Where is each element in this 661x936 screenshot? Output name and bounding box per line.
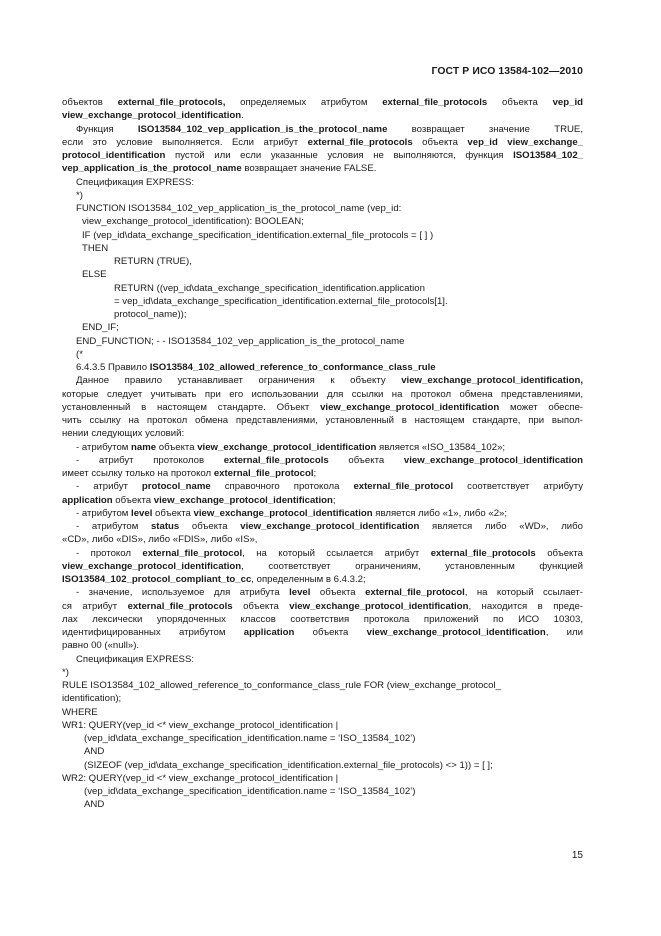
para3-line4: чить ссылку на протокол обмена представлениями, установленный в настоящем стандарте, при выпол- [62, 415, 583, 426]
code1-line: END_IF; [82, 322, 119, 334]
code1-line: ELSE [82, 269, 107, 281]
code1-line: = vep_id\data_exchange_specification_identification.external_file_protocols[1]. [114, 295, 448, 307]
condition-name: - атрибутом name объекта view_exchange_protocol_identification является «ISO_13584_102»; [76, 441, 506, 453]
code1-line: RETURN ((vep_id\data_exchange_specification_identification.application [114, 282, 425, 294]
code1-line: *) [76, 189, 83, 201]
spec-label-2: Спецификация EXPRESS: [76, 653, 195, 665]
code2-line: WHERE [62, 706, 98, 718]
section-heading: 6.4.3.5 Правило ISO13584_102_allowed_reference_to_conformance_class_rule [76, 362, 436, 373]
condition-level-value-c: лах лексически упорядоченных классов соответствия протокола приложений по ИСО 10303, [62, 613, 583, 625]
condition-level-value-a: - значение, используемое для атрибута level объекта external_file_protocol, на который ссылает- [76, 587, 584, 599]
condition-protocols-b: имеет ссылку только на протокол external_file_protocol; [62, 468, 317, 479]
condition-level-value-b: ся атрибут external_file_protocols объекта view_exchange_protocol_identification, находится в преде- [62, 600, 583, 612]
condition-protocol-name-a: - атрибут protocol_name справочного протокола external_file_protocol соответствует атрибуту [76, 481, 583, 493]
condition-external-protocol-b: view_exchange_protocol_identification, соответствует ограничениям, установленным функцией [62, 560, 583, 572]
standard-header: ГОСТ Р ИСО 13584-102—2010 [431, 66, 583, 77]
condition-external-protocol-a: - протокол external_file_protocol, на который ссылается атрибут external_file_protocols объекта [76, 547, 583, 559]
para3-line2: которые следует учитывать при его использовании для ссылки на протокол обмена представлениями, [62, 388, 583, 400]
code1-line: protocol_name)); [114, 309, 187, 320]
para1-line1: объектов external_file_protocols, определяемых атрибутом external_file_protocols объекта vep_id [62, 97, 583, 108]
code2-line: AND [84, 799, 105, 811]
condition-level-value-d: идентифицированных атрибутом application объекта view_exchange_protocol_identification, или [62, 627, 584, 638]
para2-line3: protocol_identification пустой или если указанные условия не выполняются, функция ISO13584_102_ [62, 150, 583, 161]
condition-status-a: - атрибутом status объекта view_exchange_protocol_identification является либо «WD», либо [76, 521, 583, 532]
code1-line: END_FUNCTION; - - ISO13584_102_vep_application_is_the_protocol_name [76, 335, 405, 347]
code2-line: *) [62, 666, 69, 678]
page-number: 15 [571, 850, 583, 861]
condition-level-value-e: равно 00 («null»). [62, 640, 140, 652]
code1-line: THEN [82, 242, 109, 254]
code2-line: (vep_id\data_exchange_specification_identification.name = ‘ISO_13584_102’) [84, 786, 416, 797]
condition-protocols-a: - атрибут протоколов external_file_protocols объекта view_exchange_protocol_identification [76, 454, 583, 466]
spec-label-1: Спецификация EXPRESS: [76, 176, 195, 188]
condition-level: - атрибутом level объекта view_exchange_protocol_identification является либо «1», либо «2»; [76, 507, 508, 519]
document-body [62, 96, 583, 812]
condition-external-protocol-c: ISO13584_102_protocol_compliant_to_cc, определенным в 6.4.3.2; [62, 574, 366, 585]
condition-protocol-name-b: application объекта view_exchange_protocol_identification; [62, 494, 336, 506]
code2-line: RULE ISO13584_102_allowed_reference_to_conformance_class_rule FOR (view_exchange_protocol_ [62, 680, 501, 691]
code2-line: (SIZEOF (vep_id\data_exchange_specification_identification.external_file_protocols) <> 1)) = [ ]; [84, 759, 493, 771]
code1-line: IF (vep_id\data_exchange_specification_identification.external_file_protocols = [ ] ) [82, 229, 434, 241]
code2-line: WR1: QUERY(vep_id <* view_exchange_protocol_identification | [62, 719, 339, 731]
para1-line2: view_exchange_protocol_identification. [62, 110, 244, 122]
para2-line1: Функция ISO13584_102_vep_application_is_the_protocol_name возвращает значение TRUE, [76, 123, 583, 135]
code2-line: (vep_id\data_exchange_specification_identification.name = ‘ISO_13584_102’) [84, 733, 416, 744]
condition-status-b: «CD», либо «DIS», либо «FDIS», либо «IS», [62, 534, 258, 546]
para2-line2: если это условие выполняется. Если атрибут external_file_protocols объекта vep_id view_exchange_ [62, 136, 583, 148]
para3-line1: Данное правило устанавливает ограничения к объекту view_exchange_protocol_identification, [76, 375, 583, 387]
code1-line: (* [76, 348, 83, 360]
para2-line4: vep_application_is_the_protocol_name возвращает значение FALSE. [62, 163, 377, 175]
code2-line: identification); [62, 693, 122, 705]
code2-line: AND [84, 746, 105, 758]
para3-line5: нении следующих условий: [62, 428, 185, 440]
code1-line: FUNCTION ISO13584_102_vep_application_is_the_protocol_name (vep_id: [76, 203, 402, 214]
code1-line: RETURN (TRUE), [114, 256, 192, 267]
para3-line3: установленный в настоящем стандарте. Объект view_exchange_protocol_identification может обеспе- [62, 401, 583, 413]
code2-line: WR2: QUERY(vep_id <* view_exchange_protocol_identification | [62, 772, 339, 784]
code1-line: view_exchange_protocol_identification): BOOLEAN; [82, 216, 304, 228]
